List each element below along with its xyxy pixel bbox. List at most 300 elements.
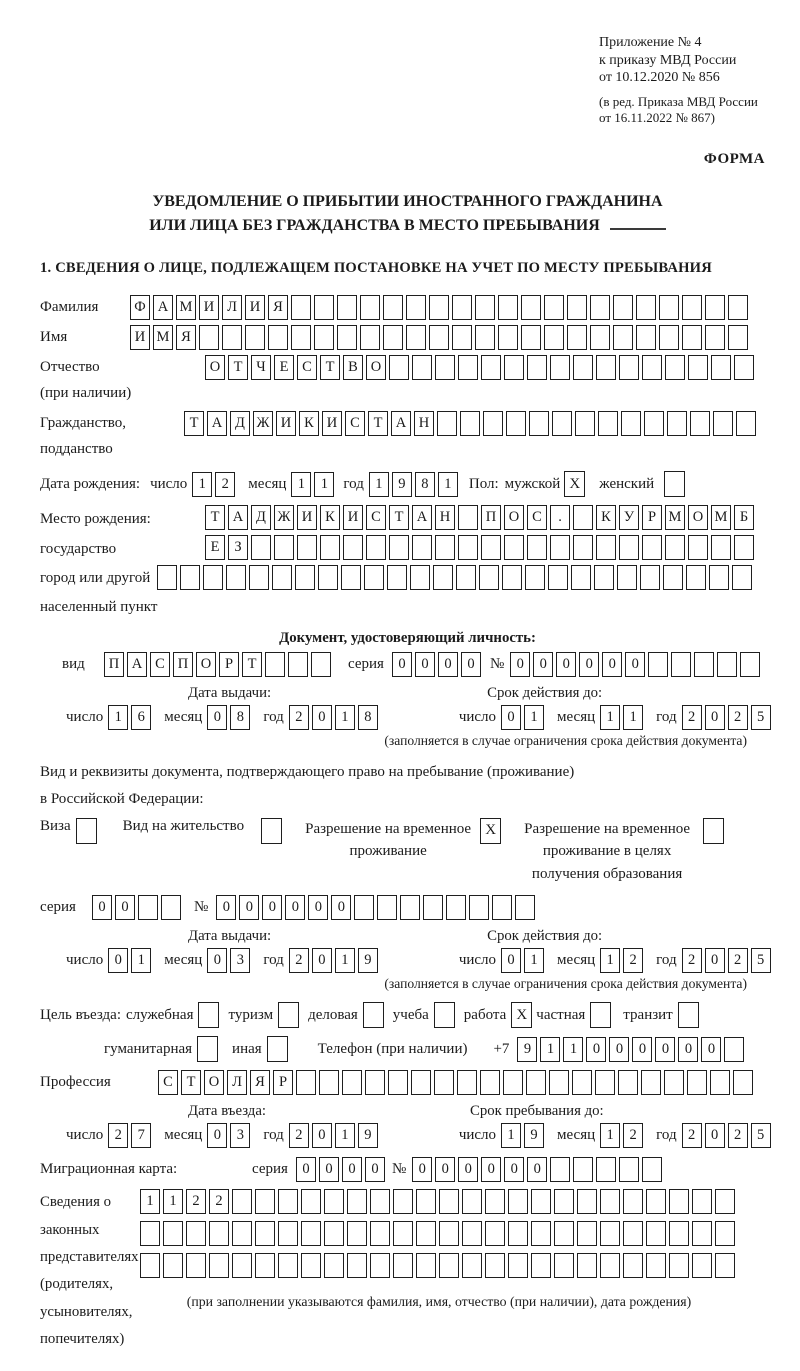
char-box [360,325,380,350]
char-box [550,535,570,560]
char-box [232,1221,252,1246]
char-box [320,535,340,560]
char-box [515,895,535,920]
char-box [452,325,472,350]
char-box: 2 [215,472,235,497]
char-box [503,1070,523,1095]
char-box [439,1189,459,1214]
char-box [600,1253,620,1278]
char-box [199,325,219,350]
char-box [203,565,223,590]
char-box: 0 [461,652,481,677]
doc-series-label: серия [348,656,384,673]
char-box: 0 [705,1123,725,1148]
document-header [599,34,767,127]
char-box [552,411,572,436]
char-box: 2 [289,1123,309,1148]
birth-day-boxes [192,472,238,497]
char-box: О [366,355,386,380]
char-box [140,1253,160,1278]
entry-date-group: число 2 7 месяц 0 3 год 2 0 1 9 [66,1123,381,1148]
char-box: 0 [108,948,128,973]
char-box: Р [273,1070,293,1095]
phone-prefix: +7 [493,1040,510,1057]
char-box [324,1189,344,1214]
residence-doc-note: (заполняется в случае ограничения срока действия документа) [384,976,747,992]
char-box [665,355,685,380]
day-label: число [150,475,188,492]
char-box: 1 [192,472,212,497]
issue-year-boxes [289,705,381,730]
issue-day-boxes [108,948,154,973]
char-box: 1 [163,1189,183,1214]
char-box [416,1221,436,1246]
residence-series-label: серия [40,899,76,916]
visit-purpose-row [40,1002,775,1028]
char-box [498,295,518,320]
char-box [452,295,472,320]
char-box: 2 [682,705,702,730]
doc-number-boxes [510,652,763,677]
char-box [295,565,315,590]
char-box [301,1189,321,1214]
given-name-row [40,325,775,350]
char-box [366,535,386,560]
char-box: 0 [556,652,576,677]
char-box: 0 [602,652,622,677]
char-box [573,355,593,380]
char-box [529,411,549,436]
char-box [498,325,518,350]
identity-doc-heading: Документ, удостоверяющий личность: [279,630,536,647]
char-box [526,1070,546,1095]
char-box: Т [368,411,388,436]
char-box [600,1189,620,1214]
char-box: . [550,505,570,530]
char-box [163,1253,183,1278]
char-box [508,1253,528,1278]
char-box: К [320,505,340,530]
char-box [278,1221,298,1246]
valid-month-boxes [600,705,646,730]
char-box: К [299,411,319,436]
char-box: 0 [207,705,227,730]
char-box [644,411,664,436]
char-box [342,1070,362,1095]
gender-female-label: женский [599,475,655,492]
char-box: 0 [655,1037,675,1062]
char-box: М [176,295,196,320]
char-box: 2 [728,705,748,730]
char-box [460,411,480,436]
purpose-option-label: учеба [392,1006,429,1023]
birth-date-row [40,471,775,497]
header-line: Приложение № 4 [599,35,702,50]
char-box [641,1070,661,1095]
char-box [462,1221,482,1246]
char-box [161,895,181,920]
char-box [692,1221,712,1246]
stay-day-boxes [501,1123,547,1148]
char-box: 1 [600,705,620,730]
char-box: 1 [335,1123,355,1148]
issue-date-group: число 0 1 месяц 0 3 год 2 0 1 9 [66,948,381,973]
identity-doc-dates-row [40,705,775,730]
char-box [682,325,702,350]
char-box: 0 [207,1123,227,1148]
char-box: 2 [623,948,643,973]
purpose-tourism-checkbox [278,1002,299,1028]
char-box [734,535,754,560]
char-box [671,652,691,677]
char-box: 0 [510,652,530,677]
char-box [669,1221,689,1246]
citizenship-label: Гражданство, подданство [40,415,127,457]
char-box [623,1221,643,1246]
char-box [469,895,489,920]
char-box [370,1221,390,1246]
char-box: 0 [92,895,112,920]
char-box: 5 [751,948,771,973]
patronymic-label: Отчество (при наличии) [40,359,132,401]
migration-number-label: № [391,1161,407,1178]
char-box: 2 [289,705,309,730]
issue-day-boxes [108,705,154,730]
char-box: 1 [291,472,311,497]
char-box [549,1070,569,1095]
char-box: О [504,505,524,530]
month-label: месяц [248,475,287,492]
char-box [705,295,725,320]
char-box [713,411,733,436]
residence-number-label: № [194,899,209,916]
char-box: Н [435,505,455,530]
valid-day-boxes [501,705,547,730]
char-box [278,1253,298,1278]
char-box: И [245,295,265,320]
char-box: 0 [533,652,553,677]
char-box [665,535,685,560]
char-box [433,565,453,590]
purpose-commercial-checkbox [363,1002,384,1028]
char-box [429,325,449,350]
birth-date-label: Дата рождения: [40,475,141,492]
char-box [728,295,748,320]
given-name-boxes [130,325,751,350]
char-box [617,565,637,590]
char-box [642,1157,662,1182]
char-box [567,325,587,350]
char-box [186,1253,206,1278]
char-box [429,295,449,320]
char-box: 0 [504,1157,524,1182]
char-box: И [343,505,363,530]
char-box: 0 [458,1157,478,1182]
char-box: Л [227,1070,247,1095]
char-box: 0 [207,948,227,973]
citizenship-row [40,411,775,462]
char-box [577,1221,597,1246]
stay-month-boxes [600,1123,646,1148]
char-box: Я [268,295,288,320]
char-box [694,652,714,677]
char-box [337,325,357,350]
identity-doc-date-titles [40,685,775,702]
header-line: к приказу МВД России [599,52,737,68]
char-box [715,1221,735,1246]
char-box [354,895,374,920]
char-box [646,1221,666,1246]
char-box [412,355,432,380]
char-box: 0 [579,652,599,677]
representatives-block [40,1189,775,1353]
char-box [265,652,285,677]
char-box: Д [251,505,271,530]
char-box: Ж [274,505,294,530]
char-box: Е [274,355,294,380]
char-box [690,411,710,436]
char-box [521,295,541,320]
title-line-2: ИЛИ ЛИЦА БЕЗ ГРАЖДАНСТВА В МЕСТО ПРЕБЫВАНИЯ [40,214,775,238]
representatives-row-2 [140,1221,738,1246]
doc-series-boxes [392,652,484,677]
char-box: 0 [312,948,332,973]
char-box: 2 [186,1189,206,1214]
birth-place-label: Место рождения: государство город или другой населенный пункт [40,511,158,616]
char-box: Т [205,505,225,530]
purpose-other-checkbox [267,1036,288,1062]
char-box [711,535,731,560]
char-box [688,355,708,380]
char-box: 2 [682,1123,702,1148]
char-box: М [665,505,685,530]
char-box [715,1253,735,1278]
char-box [544,295,564,320]
char-box [717,652,737,677]
char-box: 0 [115,895,135,920]
char-box [416,1253,436,1278]
char-box [251,535,271,560]
migration-series-label: серия [252,1161,288,1178]
char-box [527,535,547,560]
char-box: 2 [623,1123,643,1148]
char-box [416,1189,436,1214]
char-box [485,1221,505,1246]
char-box [157,565,177,590]
char-box: 2 [728,948,748,973]
char-box: Т [242,652,262,677]
char-box [573,535,593,560]
char-box [480,1070,500,1095]
char-box: 9 [392,472,412,497]
issue-month-boxes [207,948,253,973]
char-box [572,1070,592,1095]
char-box [439,1253,459,1278]
char-box [663,565,683,590]
phone-boxes [517,1037,747,1062]
gender-male-checkbox: X [564,471,585,497]
temp-permit-label: Разрешение на временное проживание [305,820,472,860]
surname-row [40,295,775,320]
char-box: 0 [239,895,259,920]
char-box [481,355,501,380]
char-box [550,1157,570,1182]
char-box [613,325,633,350]
char-box [724,1037,744,1062]
char-box [504,535,524,560]
document-title [40,190,775,238]
char-box: С [297,355,317,380]
char-box [301,1221,321,1246]
temp-permit-checkbox: X [480,818,501,844]
char-box: 0 [481,1157,501,1182]
surname-label: Фамилия [40,299,99,316]
char-box [389,535,409,560]
char-box [554,1221,574,1246]
char-box: 0 [365,1157,385,1182]
given-name-label: Имя [40,329,68,346]
title-line-1: УВЕДОМЛЕНИЕ О ПРИБЫТИИ ИНОСТРАННОГО ГРАЖДАНИНА [152,193,663,211]
valid-year-boxes [682,948,774,973]
char-box: С [158,1070,178,1095]
gender-female-checkbox [664,471,685,497]
char-box: 0 [625,652,645,677]
char-box: П [481,505,501,530]
char-box [209,1221,229,1246]
char-box [411,1070,431,1095]
char-box: 0 [609,1037,629,1062]
char-box: И [130,325,150,350]
char-box [692,1253,712,1278]
residence-doc-date-titles [40,928,775,945]
char-box [710,1070,730,1095]
char-box [347,1189,367,1214]
residence-number-boxes [216,895,538,920]
char-box [311,652,331,677]
char-box: Ж [253,411,273,436]
char-box: 0 [296,1157,316,1182]
entry-day-boxes [108,1123,154,1148]
char-box [550,355,570,380]
char-box [531,1253,551,1278]
char-box [278,1189,298,1214]
char-box [324,1253,344,1278]
char-box [475,295,495,320]
char-box: 0 [438,652,458,677]
char-box [347,1253,367,1278]
char-box: 0 [501,705,521,730]
issue-date-title: Дата выдачи: [188,928,272,945]
char-box: 1 [131,948,151,973]
char-box: 0 [701,1037,721,1062]
char-box [577,1253,597,1278]
char-box: 0 [412,1157,432,1182]
edu-permit-label: Разрешение на временное проживание в целях получения образования [524,820,691,882]
char-box [222,325,242,350]
char-box [646,1189,666,1214]
char-box: Т [228,355,248,380]
char-box: 5 [751,1123,771,1148]
char-box [457,1070,477,1095]
char-box [623,1189,643,1214]
char-box [393,1189,413,1214]
purpose-option-label: служебная [125,1006,194,1023]
char-box [435,535,455,560]
char-box [458,505,478,530]
char-box [138,895,158,920]
purpose-private-checkbox [590,1002,611,1028]
char-box: 3 [230,1123,250,1148]
char-box: 1 [623,705,643,730]
char-box [600,1221,620,1246]
char-box [485,1253,505,1278]
residence-doc-options-row [40,818,775,886]
char-box [458,355,478,380]
char-box [255,1253,275,1278]
char-box [360,295,380,320]
migration-card-row [40,1157,775,1182]
purpose-option-label: гуманитарная [104,1040,193,1057]
char-box: 0 [705,705,725,730]
char-box: 1 [563,1037,583,1062]
char-box [268,325,288,350]
char-box [475,325,495,350]
char-box [659,325,679,350]
residence-doc-intro: Вид и реквизиты документа, подтверждающего право на пребывание (проживание) в Российской Федерации: [40,764,575,807]
patronymic-boxes [205,355,757,380]
char-box: 7 [131,1123,151,1148]
entry-date-title: Дата въезда: [188,1103,266,1120]
char-box: 2 [289,948,309,973]
birth-place-boxes [205,505,757,590]
residence-doc-series-row [40,895,775,920]
migration-number-boxes [412,1157,665,1182]
char-box [226,565,246,590]
char-box [291,325,311,350]
char-box [406,295,426,320]
char-box [314,295,334,320]
char-box: 8 [415,472,435,497]
char-box [619,1157,639,1182]
char-box [297,535,317,560]
char-box: 0 [705,948,725,973]
char-box [163,1221,183,1246]
char-box [406,325,426,350]
char-box [623,1253,643,1278]
char-box [527,355,547,380]
char-box: 1 [140,1189,160,1214]
profession-row [40,1070,775,1095]
char-box: А [207,411,227,436]
char-box [370,1189,390,1214]
char-box: 0 [308,895,328,920]
char-box [521,325,541,350]
char-box [740,652,760,677]
char-box: 0 [678,1037,698,1062]
char-box [692,1189,712,1214]
char-box [705,325,725,350]
char-box: 9 [358,1123,378,1148]
title-underline [610,228,666,230]
identity-doc-note: (заполняется в случае ограничения срока действия документа) [384,733,747,749]
char-box [642,535,662,560]
char-box: Б [734,505,754,530]
purpose-study-checkbox [434,1002,455,1028]
char-box [590,325,610,350]
doc-kind-label: вид [62,656,85,673]
char-box: Я [250,1070,270,1095]
issue-month-boxes [207,705,253,730]
